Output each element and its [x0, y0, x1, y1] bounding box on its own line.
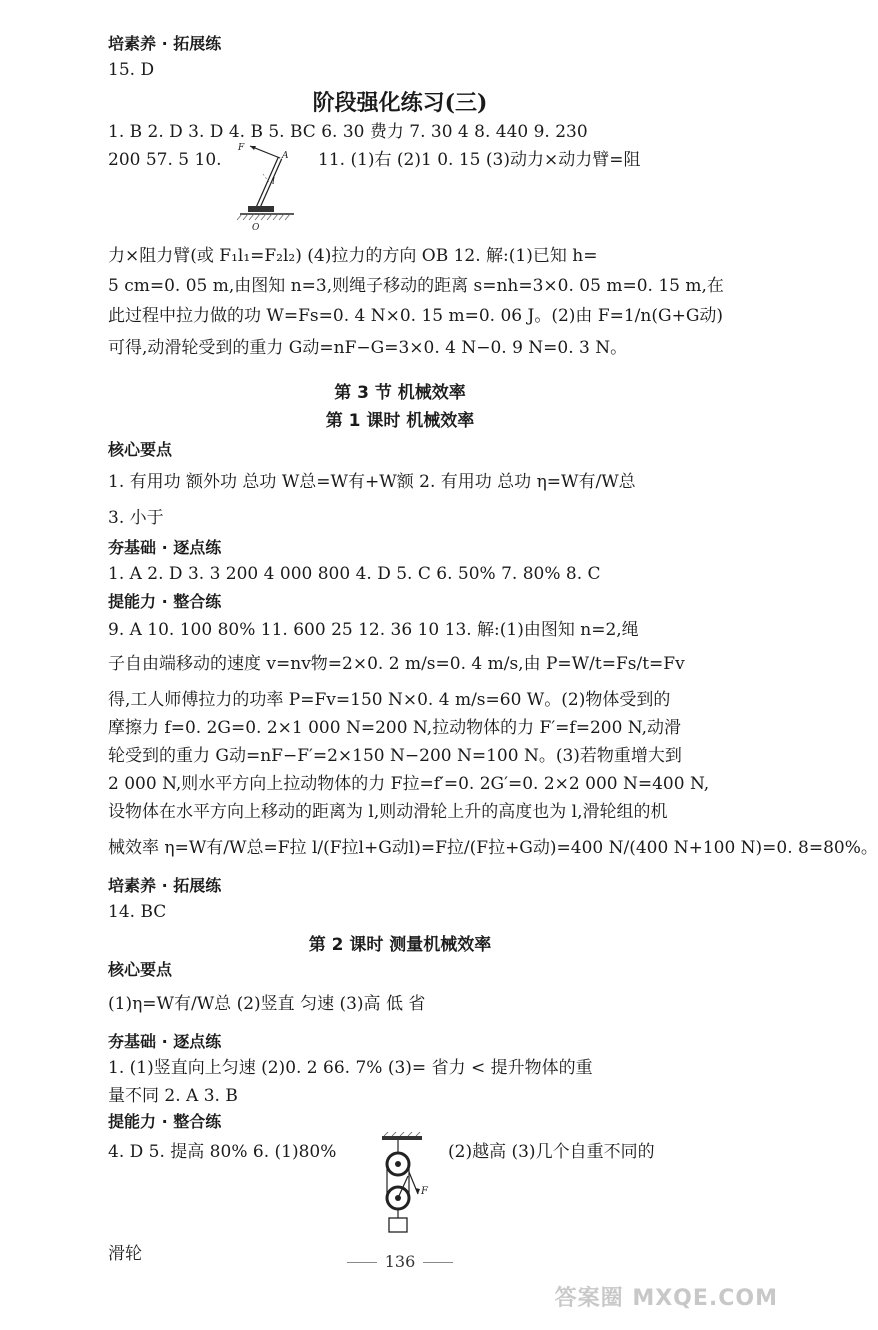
answer-line: 200 57. 5 10. [108, 150, 222, 170]
section-heading: 核心要点 [108, 440, 173, 459]
answer-line: 滑轮 [108, 1244, 142, 1264]
answer-line: 1. B 2. D 3. D 4. B 5. BC 6. 30 费力 7. 30 4 8. 440 9. 230 [108, 122, 588, 142]
section-heading: 核心要点 [108, 960, 173, 979]
section-title: 第 3 节 机械效率 [334, 383, 466, 403]
answer-line: 子自由端移动的速度 v=nv物=2×0. 2 m/s=0. 4 m/s,由 P=W/t=Fs/t=Fv [108, 654, 685, 674]
answer-line: 可得,动滑轮受到的重力 G动=nF−G=3×0. 4 N−0. 9 N=0. 3 N。 [108, 338, 628, 358]
answer-line: 3. 小于 [108, 508, 164, 528]
answer-line: 力×阻力臂(或 F₁l₁=F₂l₂) (4)拉力的方向 OB 12. 解:(1)已知 h= [108, 246, 598, 266]
pulley-f-label: F [421, 1186, 428, 1197]
answer-line: 11. (1)右 (2)1 0. 15 (3)动力×动力臂=阻 [318, 150, 641, 170]
answer-line: 此过程中拉力做的功 W=Fs=0. 4 N×0. 15 m=0. 06 J。(2)由 F=1/n(G+G动) [108, 306, 724, 326]
answer-line: 得,工人师傅拉力的功率 P=Fv=150 N×0. 4 m/s=60 W。(2)物体受到的 [108, 690, 671, 710]
lever-f-label: F [238, 143, 245, 153]
answer-line: (1)η=W有/W总 (2)竖直 匀速 (3)高 低 省 [108, 994, 426, 1014]
answer-line: 1. (1)竖直向上匀速 (2)0. 2 66. 7% (3)= 省力 < 提升物体的重 [108, 1058, 593, 1078]
answer-line: 1. 有用功 额外功 总功 W总=W有+W额 2. 有用功 总功 η=W有/W总 [108, 472, 636, 492]
answer-line: 1. A 2. D 3. 3 200 4 000 800 4. D 5. C 6. 50% 7. 80% 8. C [108, 564, 601, 584]
answer-line: 摩擦力 f=0. 2G=0. 2×1 000 N=200 N,拉动物体的力 F′=f=200 N,动滑 [108, 718, 682, 738]
lever-a-label: A [282, 151, 289, 161]
answer-line: (2)越高 (3)几个自重不同的 [448, 1142, 655, 1162]
pulley-diagram [374, 1132, 440, 1242]
stage-practice-title: 阶段强化练习(三) [312, 90, 488, 116]
page-number [0, 1252, 800, 1271]
section-heading: 培素养 · 拓展练 [108, 876, 222, 895]
lesson-title: 第 1 课时 机械效率 [325, 411, 475, 431]
section-heading: 夯基础 · 逐点练 [108, 538, 222, 557]
lever-l-label: l [272, 177, 275, 187]
answer-line: 轮受到的重力 G动=nF−F′=2×150 N−200 N=100 N。(3)若物重增大到 [108, 746, 682, 766]
watermark: 答案圈 MXQE.COM [554, 1286, 778, 1311]
answer-line: 2 000 N,则水平方向上拉动物体的力 F拉=f′=0. 2G′=0. 2×2 000 N=400 N, [108, 774, 710, 794]
answer-line: 5 cm=0. 05 m,由图知 n=3,则绳子移动的距离 s=nh=3×0. 05 m=0. 15 m,在 [108, 276, 724, 296]
page-number-text: 136 [384, 1252, 416, 1271]
answer-line: 15. D [108, 60, 155, 80]
section-heading: 提能力 · 整合练 [108, 1112, 222, 1131]
answer-line: 量不同 2. A 3. B [108, 1086, 238, 1106]
lever-o-label: O [252, 223, 260, 233]
lesson-title: 第 2 课时 测量机械效率 [308, 935, 492, 955]
answer-line: 9. A 10. 100 80% 11. 600 25 12. 36 10 13. 解:(1)由图知 n=2,绳 [108, 620, 639, 640]
section-heading: 夯基础 · 逐点练 [108, 1032, 222, 1051]
section-heading: 培素养 · 拓展练 [108, 34, 222, 53]
section-heading: 提能力 · 整合练 [108, 592, 222, 611]
answer-line: 4. D 5. 提高 80% 6. (1)80% [108, 1142, 337, 1162]
lever-diagram [236, 140, 296, 232]
answer-line: 设物体在水平方向上移动的距离为 l,则动滑轮上升的高度也为 l,滑轮组的机 [108, 802, 668, 822]
answer-line: 14. BC [108, 902, 167, 922]
answer-line: 械效率 η=W有/W总=F拉 l/(F拉l+G动l)=F拉/(F拉+G动)=400 N/(400 N+100 N)=0. 8=80%。 [108, 838, 878, 858]
